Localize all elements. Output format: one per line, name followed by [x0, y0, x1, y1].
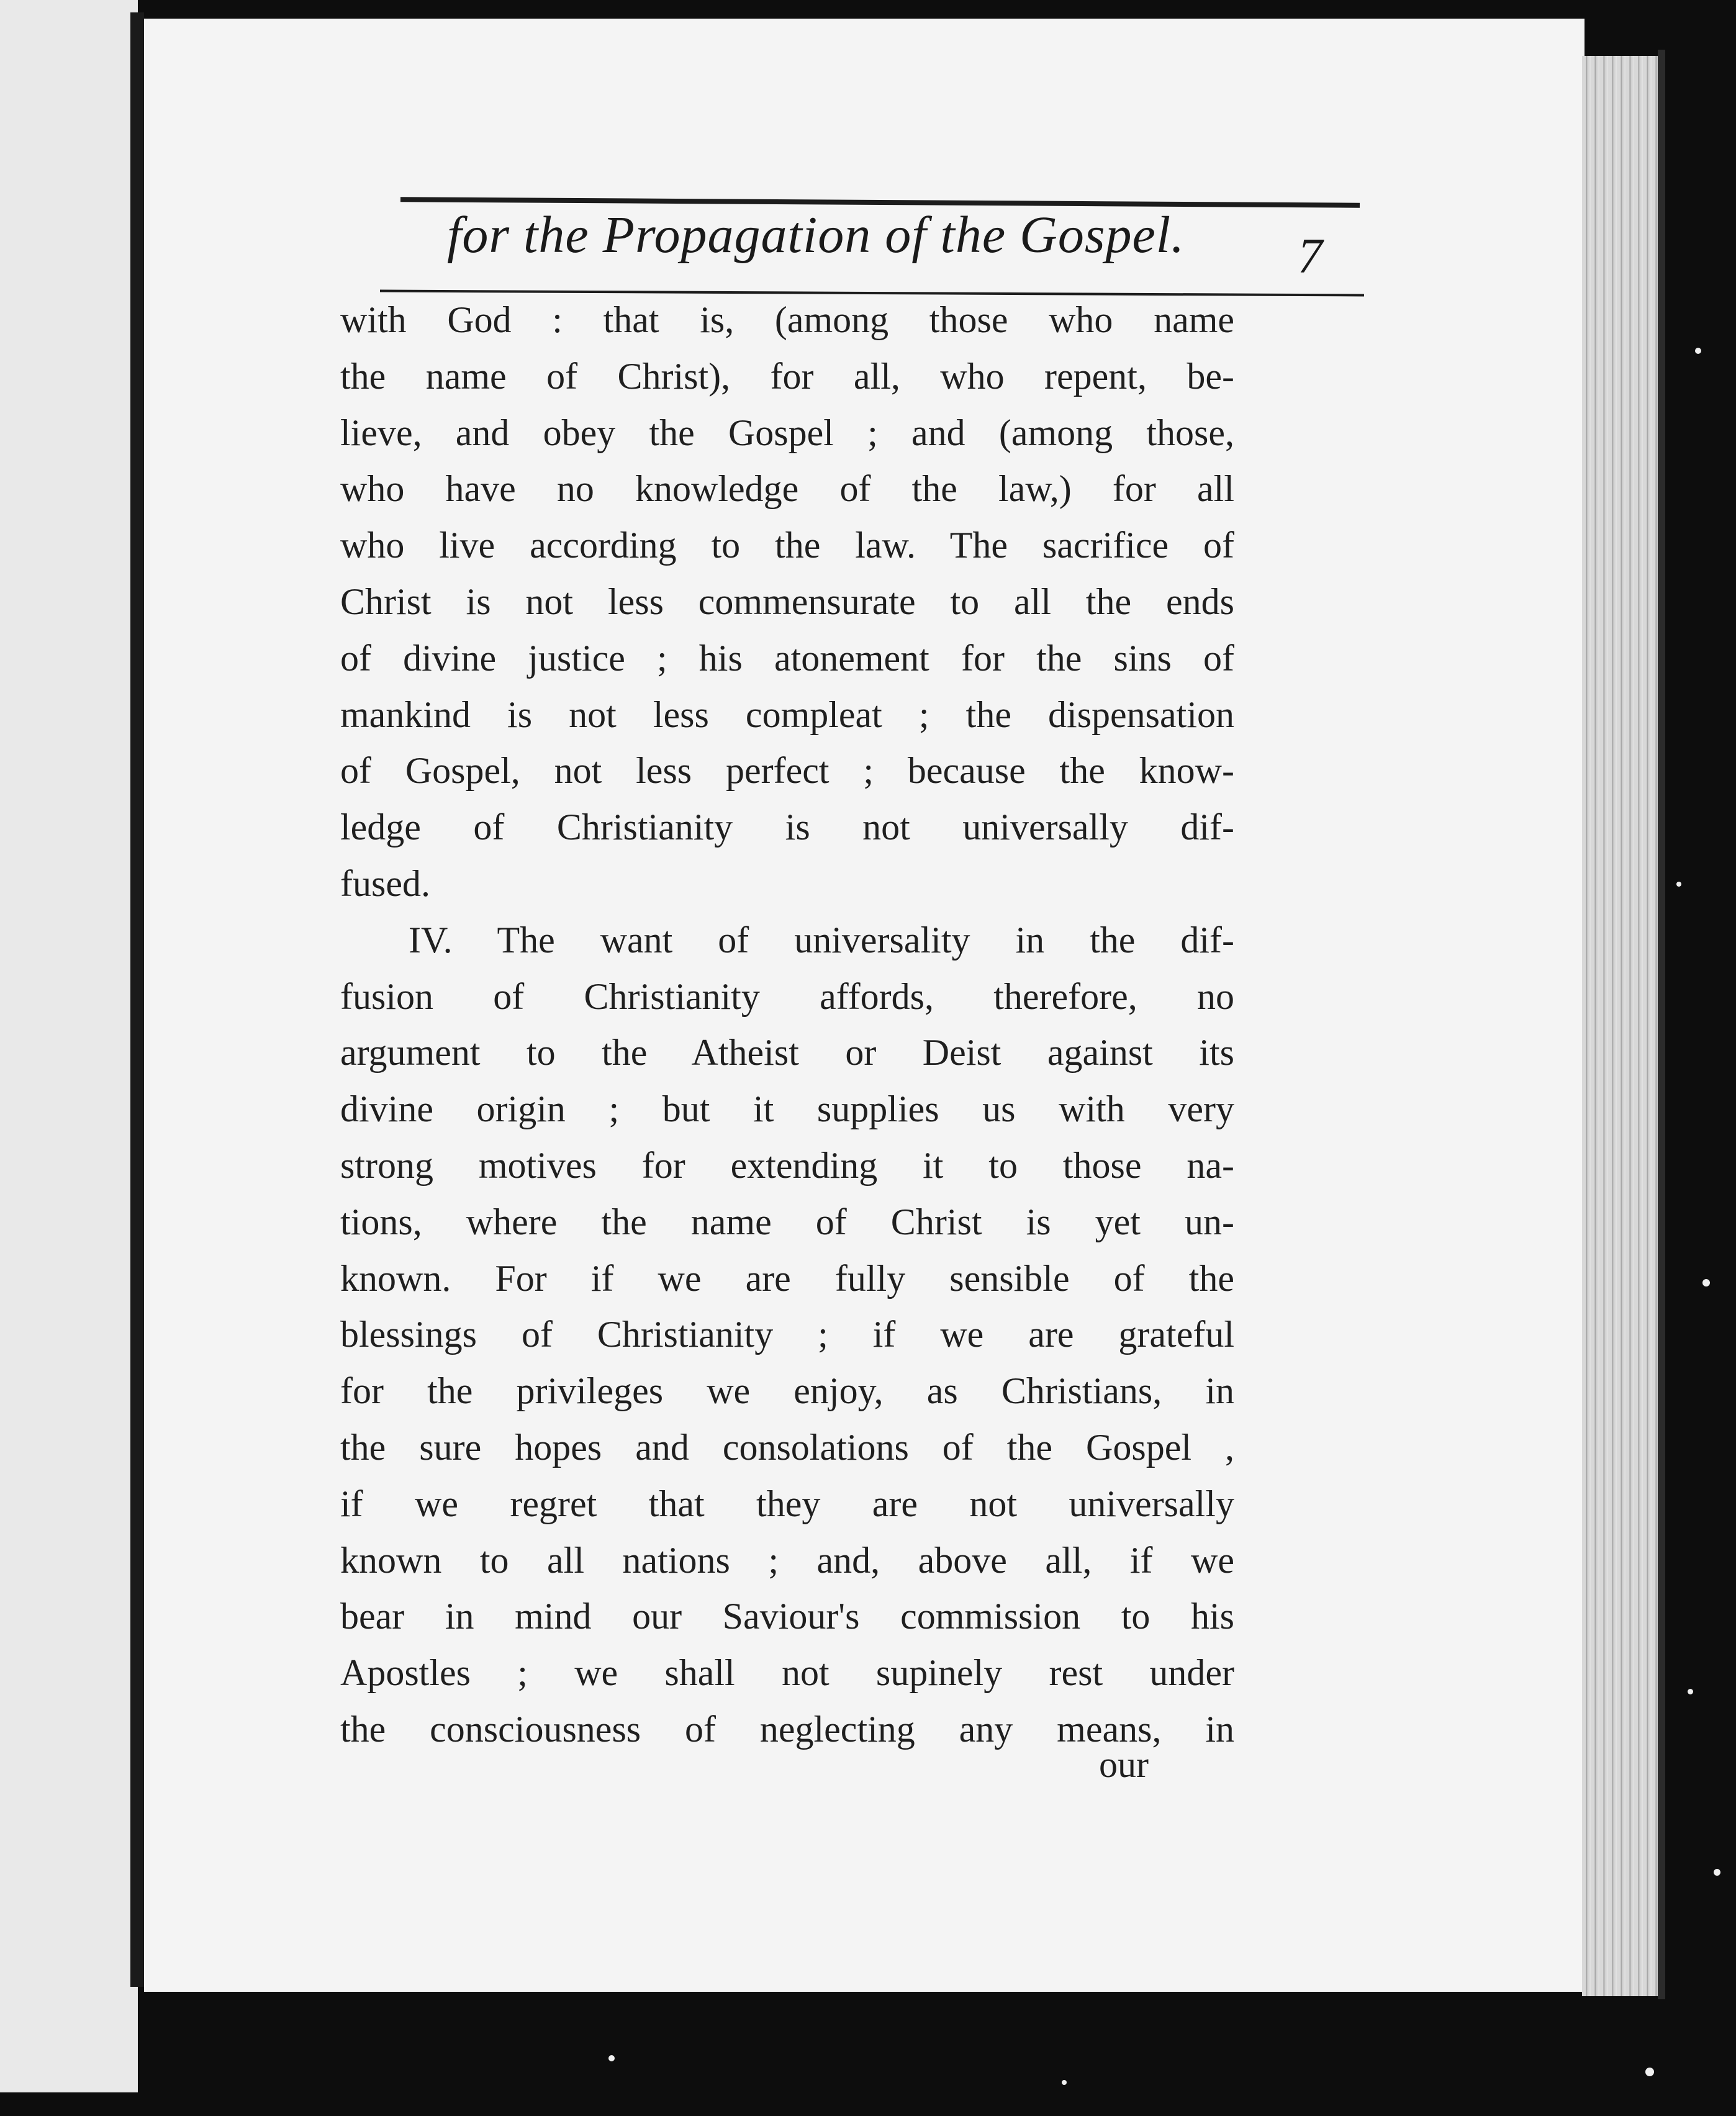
- film-dust-speck: [1702, 1279, 1710, 1286]
- film-dust-speck: [1645, 2068, 1654, 2076]
- text-line: Christ is not less commensurate to all the ends: [340, 581, 1234, 622]
- previous-page-edge: [0, 0, 138, 2092]
- film-dust-speck: [1688, 1689, 1693, 1694]
- text-line: Apostles ; we shall not supinely rest under: [340, 1652, 1234, 1694]
- film-dust-speck: [1676, 882, 1681, 887]
- text-line: IV. The want of universality in the dif-: [409, 919, 1234, 961]
- text-line: with God : that is, (among those who name: [340, 299, 1234, 340]
- text-line: who live according to the law. The sacrifice of: [340, 525, 1234, 566]
- text-line: known. For if we are fully sensible of the: [340, 1257, 1234, 1299]
- film-dust-speck: [608, 2055, 615, 2061]
- text-line: who have no knowledge of the law,) for all: [340, 468, 1234, 510]
- text-line: the name of Christ), for all, who repent, be-: [340, 355, 1234, 397]
- text-line: blessings of Christianity ; if we are grateful: [340, 1314, 1234, 1355]
- text-line: strong motives for extending it to those na-: [340, 1144, 1234, 1186]
- text-line: fusion of Christianity affords, therefore, no: [340, 975, 1234, 1017]
- page-block-edges: [1582, 56, 1658, 1996]
- text-line: known to all nations ; and, above all, if we: [340, 1539, 1234, 1581]
- text-line: if we regret that they are not universally: [340, 1483, 1234, 1524]
- body-text: [340, 292, 1234, 1758]
- text-line: argument to the Atheist or Deist against its: [340, 1032, 1234, 1074]
- text-line: lieve, and obey the Gospel ; and (among those,: [340, 412, 1234, 453]
- text-line: divine origin ; but it supplies us with very: [340, 1088, 1234, 1130]
- film-dust-speck: [1695, 348, 1701, 354]
- text-line: of Gospel, not less perfect ; because the know-: [340, 750, 1234, 792]
- text-line: the sure hopes and consolations of the Gospel ,: [340, 1426, 1234, 1468]
- page-block-shadow: [1658, 50, 1665, 1999]
- text-line: bear in mind our Saviour's commission to his: [340, 1596, 1234, 1637]
- running-title: for the Propagation of the Gospel.: [447, 206, 1185, 264]
- text-line: for the privileges we enjoy, as Christians, in: [340, 1370, 1234, 1412]
- text-line: fused.: [340, 862, 430, 904]
- film-dust-speck: [1714, 1869, 1720, 1876]
- catchword: our: [1099, 1744, 1149, 1785]
- text-line: ledge of Christianity is not universally dif-: [340, 807, 1234, 848]
- text-line: the consciousness of neglecting any means, in: [340, 1708, 1234, 1750]
- page-number: 7: [1298, 229, 1322, 284]
- text-line: mankind is not less compleat ; the dispensation: [340, 694, 1234, 735]
- text-line: of divine justice ; his atonement for the sins of: [340, 637, 1234, 679]
- film-dust-speck: [1062, 2080, 1067, 2085]
- book-gutter: [130, 12, 144, 1987]
- text-line: tions, where the name of Christ is yet un-: [340, 1201, 1234, 1242]
